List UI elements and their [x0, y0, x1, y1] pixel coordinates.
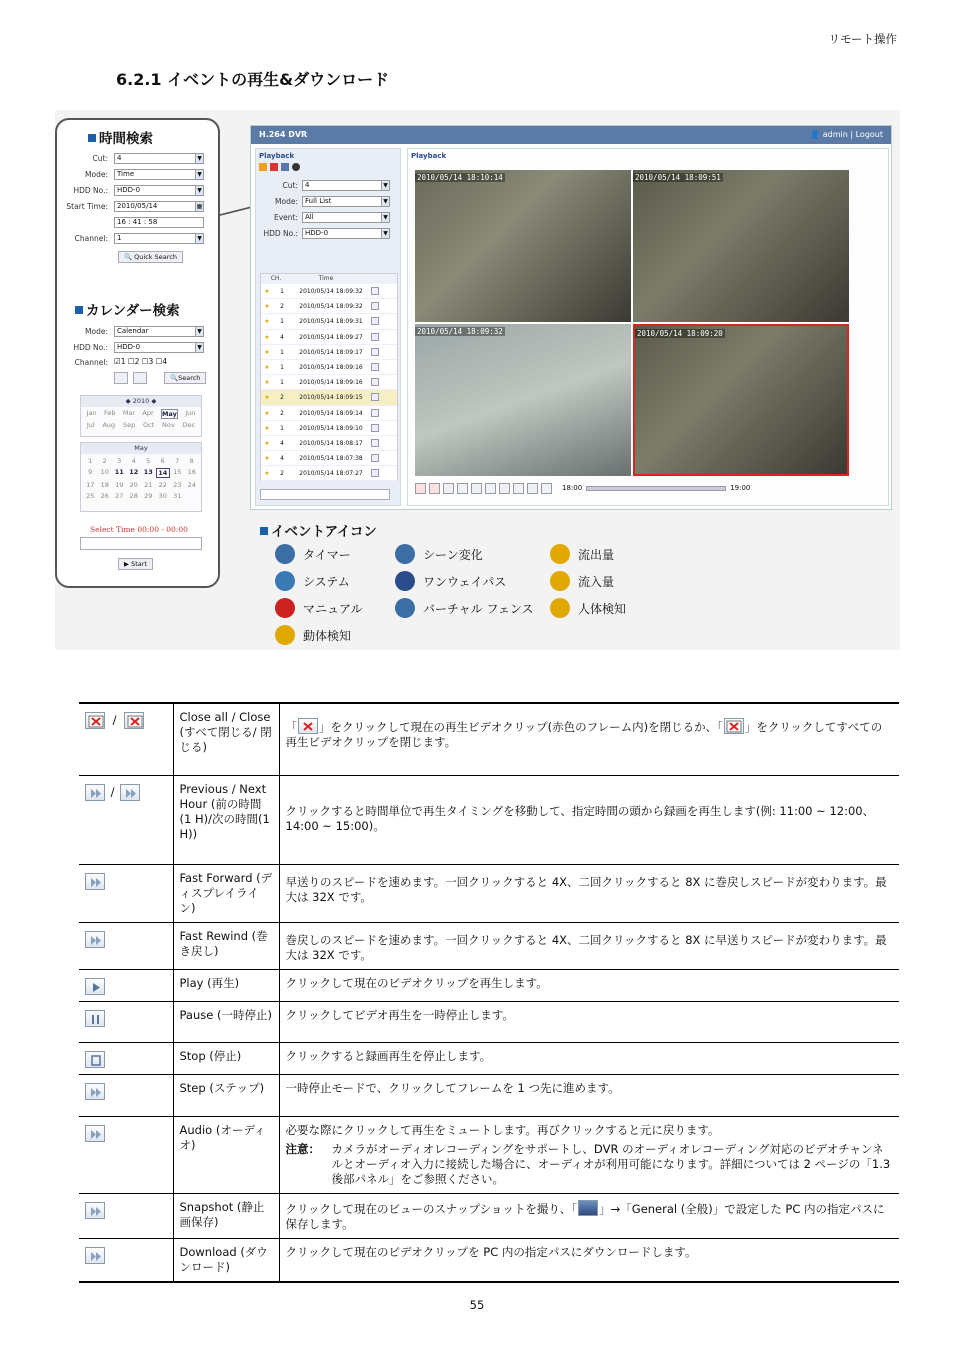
day-cell[interactable]: 3 — [117, 457, 122, 465]
table-row — [79, 969, 899, 1001]
logout-link[interactable]: Logout — [855, 130, 883, 139]
day-cell[interactable]: 7 — [175, 457, 180, 465]
event-type-icon — [550, 598, 570, 618]
dvr-field-label: HDD No.: — [263, 229, 298, 238]
event-legend-item: シーン変化 — [395, 544, 483, 564]
month-cell[interactable]: Jul — [86, 421, 95, 429]
event-legend-item: 流出量 — [550, 544, 614, 564]
event-list: CH. Time ★ 1 2010/05/14 18:09:32 ★ 2 2010/05/14 18:09:32 ★ 1 2010/05/14 18:09:31 ★ 4 2010/05/14 18:09:27 ★ 1 2010/05/14 18:09:17 ★ 1 2010/05/14 18:09:16 ★ 1 2010/05/14 18:09:16 ★ 2 2010/05/14 18:09:15 ★ 2 2010/05/14 18:09:14 ★ 1 2010/05/14 18:09:10 ★ 4 2010/05/14 18:08:17 ★ 4 2010/05/14 18:07:38 ★ 2 2010/05/14 18:07:27 — [260, 273, 398, 481]
playback-toolbar — [415, 480, 849, 496]
header-section-label: リモート操作 — [828, 32, 897, 46]
day-cell[interactable]: 20 — [129, 481, 138, 489]
event-type-icon: ★ — [264, 363, 270, 371]
event-type-icon: ★ — [264, 379, 270, 387]
row-play-icon[interactable] — [371, 378, 379, 386]
stop-icon — [85, 1051, 105, 1068]
control-description: 「 」をクリックして現在の再生ビデオクリップ(赤色のフレーム内)を閉じるか、「 」をクリックしてすべての再生ビデオクリップを閉じます。 — [279, 703, 899, 775]
next-hour-icon[interactable] — [513, 483, 524, 494]
month-cell[interactable]: Oct — [142, 421, 155, 429]
event-list-row[interactable]: ★ 1 2010/05/14 18:09:16 — [261, 360, 397, 375]
table-row — [79, 1116, 899, 1193]
play-icon — [85, 978, 105, 995]
event-type-icon: ★ — [264, 424, 270, 432]
fast-rewind-icon — [85, 931, 105, 948]
select-time-label: Select Time 00:00 - 00:00 — [90, 525, 188, 534]
step-icon — [85, 1083, 105, 1100]
time-search-title: 時間検索 — [88, 127, 153, 147]
download-icon — [85, 1247, 105, 1264]
hdd-select[interactable]: HDD-0 ▼ — [114, 185, 204, 196]
calendar-hdd-select[interactable]: HDD-0 ▼ — [114, 342, 204, 353]
control-name: Stop (停止) — [173, 1042, 279, 1074]
day-cell[interactable]: 4 — [131, 457, 136, 465]
table-row — [79, 1001, 899, 1042]
row-play-icon[interactable] — [371, 454, 379, 462]
day-cell[interactable]: 17 — [86, 481, 95, 489]
day-cell[interactable]: 22 — [158, 481, 167, 489]
video-channel-2[interactable]: 2010/05/14 18:09:51 — [633, 170, 849, 322]
dvr-field-select[interactable]: 4 ▼ — [302, 180, 390, 191]
page-number: 55 — [469, 1298, 485, 1312]
table-row — [79, 1042, 899, 1074]
event-icons-title: イベントアイコン — [260, 520, 377, 540]
event-list-row[interactable]: ★ 4 2010/05/14 18:08:17 — [261, 436, 397, 451]
day-cell[interactable]: 5 — [146, 457, 151, 465]
event-type-icon: ★ — [264, 409, 270, 417]
row-play-icon[interactable] — [371, 424, 379, 432]
day-cell[interactable]: 19 — [115, 481, 124, 489]
dvr-titlebar: H.264 DVR 👤 admin | Logout — [251, 126, 891, 144]
control-reference-table — [79, 702, 899, 1283]
day-cell[interactable]: 16 — [187, 468, 196, 476]
control-name: Audio (オーディオ) — [173, 1116, 279, 1193]
quick-search-button[interactable]: 🔍 Quick Search — [118, 251, 183, 263]
close-all-icon — [724, 718, 744, 734]
event-legend-item: タイマー — [275, 544, 351, 564]
day-cell[interactable]: 13 — [143, 468, 153, 476]
day-cell[interactable]: 8 — [189, 457, 194, 465]
event-list-row[interactable]: ★ 2 2010/05/14 18:09:32 — [261, 299, 397, 314]
section-title: 6.2.1 イベントの再生&ダウンロード — [116, 70, 390, 89]
month-cell[interactable]: Dec — [182, 421, 196, 429]
snapshot-icon — [85, 1202, 105, 1219]
control-description: クリックして現在のビデオクリップを PC 内の指定パスにダウンロードします。 — [279, 1238, 899, 1282]
dvr-field-label: Cut: — [282, 181, 298, 190]
pause-icon[interactable] — [485, 483, 496, 494]
table-row — [79, 1238, 899, 1282]
row-play-icon[interactable] — [371, 439, 379, 447]
event-type-icon: ★ — [264, 439, 270, 447]
mode-icon-3[interactable] — [281, 163, 289, 171]
control-description: クリックして現在のビューのスナップショットを撮り、「 」→「General (全般)」で設定した PC 内の指定パスに保存します。 — [279, 1193, 899, 1238]
day-cell[interactable]: 29 — [144, 492, 153, 500]
day-cell[interactable]: 1 — [88, 457, 93, 465]
month-cell[interactable]: Apr — [142, 409, 154, 417]
event-type-icon — [395, 571, 415, 591]
play-icon[interactable] — [471, 483, 482, 494]
time-range-slider[interactable] — [80, 537, 202, 550]
event-type-icon: ★ — [264, 470, 270, 478]
month-cell[interactable]: Nov — [162, 421, 175, 429]
day-calendar — [80, 442, 202, 512]
day-cell[interactable]: 26 — [100, 492, 109, 500]
fast-forward-icon[interactable] — [499, 483, 510, 494]
day-cell[interactable]: 24 — [187, 481, 196, 489]
event-legend-item: バーチャル フェンス — [395, 598, 534, 618]
event-list-row[interactable]: ★ 1 2010/05/14 18:09:17 — [261, 345, 397, 360]
dvr-field-select[interactable]: HDD-0 ▼ — [302, 228, 390, 239]
control-name: Download (ダウンロード) — [173, 1238, 279, 1282]
control-name: Fast Forward (ディスプレイライン) — [173, 864, 279, 922]
table-row — [79, 1074, 899, 1116]
clear-all-icon[interactable] — [133, 372, 147, 384]
list-search-input[interactable] — [260, 489, 390, 500]
start-date-input[interactable]: 2010/05/14 ▦ — [114, 201, 204, 212]
row-play-icon[interactable] — [371, 333, 379, 341]
day-cell[interactable]: 27 — [115, 492, 124, 500]
fast-forward-icon — [85, 873, 105, 890]
control-description: 巻戻しのスピードを速めます。一回クリックすると 4X、二回クリックすると 8X に早送りスピードが変わります。最大は 32X です。 — [279, 922, 899, 969]
close-icon[interactable] — [429, 483, 440, 494]
select-all-icon[interactable] — [114, 372, 128, 384]
event-legend-item: 人体検知 — [550, 598, 626, 618]
audio-icon — [85, 1125, 105, 1142]
month-title: May — [81, 443, 201, 454]
video-channel-3[interactable]: 2010/05/14 18:09:32 — [415, 324, 631, 476]
cut-select[interactable]: 4 ▼ — [114, 153, 204, 164]
day-cell[interactable]: 10 — [100, 468, 109, 476]
table-row: / Close all / Close (すべて閉じる/ 閉じる) 「 」をクリックして現在の再生ビデオクリップ(赤色のフレーム内)を閉じるか、「 」をクリックしてすべての再生ビデオクリップを閉じます。 — [79, 703, 899, 775]
table-row — [79, 922, 899, 969]
control-description: 一時停止モードで、クリックしてフレームを 1 つ先に進めます。 — [279, 1074, 899, 1116]
row-play-icon[interactable] — [371, 409, 379, 417]
event-type-icon — [275, 598, 295, 618]
event-list-row[interactable]: ★ 4 2010/05/14 18:09:27 — [261, 330, 397, 345]
month-cell[interactable]: Mar — [122, 409, 136, 417]
day-cell[interactable]: 2 — [102, 457, 107, 465]
month-cell[interactable]: Jan — [86, 409, 97, 417]
dvr-field-label: Event: — [273, 213, 298, 222]
event-type-icon — [550, 571, 570, 591]
event-type-icon — [275, 625, 295, 645]
day-cell[interactable]: 25 — [86, 492, 95, 500]
event-type-icon — [275, 571, 295, 591]
month-cell[interactable]: Feb — [104, 409, 116, 417]
video-channel-1[interactable]: 2010/05/14 18:10:14 — [415, 170, 631, 322]
dvr-left-panel — [255, 148, 401, 506]
table-row — [79, 1193, 899, 1238]
row-play-icon[interactable] — [371, 393, 379, 401]
control-description: クリックして現在のビデオクリップを再生します。 — [279, 969, 899, 1001]
event-type-icon: ★ — [264, 303, 270, 311]
row-play-icon[interactable] — [371, 317, 379, 325]
close-all-icon — [85, 712, 105, 729]
control-name: Pause (一時停止) — [173, 1001, 279, 1042]
control-name: Step (ステップ) — [173, 1074, 279, 1116]
event-legend-item: システム — [275, 571, 350, 591]
dvr-window — [250, 125, 892, 510]
event-list-row[interactable]: ★ 1 2010/05/14 18:09:31 — [261, 314, 397, 329]
event-list-row[interactable]: ★ 2 2010/05/14 18:09:15 — [261, 390, 397, 405]
dvr-field-label: Mode: — [275, 197, 298, 206]
time-search-form: Cut: 4 ▼ Mode: Time ▼ HDD No.: HDD-0 ▼ Start Time: 2010/05/14 ▦ 16 : 41 : 58 Channel: 1 ▼ 🔍 Quick Search — [66, 154, 203, 261]
day-cell[interactable]: 30 — [158, 492, 167, 500]
month-cell[interactable]: Jun — [185, 409, 196, 417]
event-type-icon: ★ — [264, 348, 270, 356]
event-type-icon — [395, 598, 415, 618]
event-legend-item: ワンウェイパス — [395, 571, 506, 591]
row-play-icon[interactable] — [371, 302, 379, 310]
control-description: クリックすると録画再生を停止します。 — [279, 1042, 899, 1074]
event-list-row[interactable]: ★ 1 2010/05/14 18:09:16 — [261, 375, 397, 390]
timeline-start: 18:00 — [562, 484, 583, 492]
day-cell[interactable]: 21 — [144, 481, 153, 489]
timeline-slider[interactable] — [586, 486, 726, 491]
calendar-search-form: Mode: Calendar ▼ HDD No.: HDD-0 ▼ Channel: ☑1 ☐2 ☐3 ☐4 🔍Search — [58, 325, 208, 387]
close-all-icon[interactable] — [415, 483, 426, 494]
channel-select[interactable]: 1 ▼ — [114, 233, 204, 244]
event-type-icon: ★ — [264, 318, 270, 326]
row-play-icon[interactable] — [371, 469, 379, 477]
close-icon — [298, 718, 318, 734]
close-icon — [124, 712, 144, 729]
mode-select[interactable]: Time ▼ — [114, 169, 204, 180]
event-list-row[interactable]: ★ 2 2010/05/14 18:09:14 — [261, 406, 397, 421]
stop-icon[interactable] — [527, 483, 538, 494]
control-name: Fast Rewind (巻き戻し) — [173, 922, 279, 969]
control-description: 早送りのスピードを速めます。一回クリックすると 4X、二回クリックすると 8X に巻戻しスピードが変わります。最大は 32X です。 — [279, 864, 899, 922]
next-hour-icon — [120, 784, 140, 801]
event-legend-item: マニュアル — [275, 598, 363, 618]
day-cell[interactable]: 12 — [129, 468, 139, 476]
calendar-search-title: カレンダー検索 — [75, 299, 180, 319]
mode-icon-1[interactable] — [259, 163, 267, 171]
control-description: 必要な際にクリックして再生をミュートします。再びクリックすると元に戻ります。 注意： カメラがオーディオレコーディングをサポートし、DVR のオーディオレコーディング対応のビデオチャンネルとオーディオ入力に接続した場合に、オーディオが利用可能になります。詳細については 2 ページの「1.3 後部パネル」をご参照ください。 — [279, 1116, 899, 1193]
user-name: admin — [822, 130, 848, 139]
right-panel-tab: Playback — [411, 152, 447, 160]
day-cell[interactable]: 9 — [88, 468, 93, 476]
day-cell[interactable]: 28 — [129, 492, 138, 500]
start-time-input[interactable]: 16 : 41 : 58 — [114, 217, 204, 228]
event-type-icon — [550, 544, 570, 564]
event-type-icon — [275, 544, 295, 564]
event-list-row[interactable]: ★ 4 2010/05/14 18:07:38 — [261, 451, 397, 466]
prev-hour-icon — [85, 784, 105, 801]
left-panel-tab: Playback — [259, 152, 295, 160]
calendar-mode-select[interactable]: Calendar ▼ — [114, 326, 204, 337]
table-row: / Previous / Next Hour (前の時間(1 H)/次の時間(1 H)) クリックすると時間単位で再生タイミングを移動して、指定時間の頭から録画を再生します(例: 11:00 ~ 12:00、14:00 ~ 15:00)。 — [79, 775, 899, 864]
mode-icon-4[interactable] — [292, 163, 300, 171]
start-button[interactable]: ▶ Start — [118, 558, 153, 570]
dvr-field-select[interactable]: All ▼ — [302, 212, 390, 223]
calendar-search-button[interactable]: 🔍Search — [164, 372, 206, 384]
month-cell[interactable]: May — [161, 410, 177, 418]
event-icons-legend — [275, 544, 655, 654]
event-type-icon: ★ — [264, 455, 270, 463]
year-label: ◆ 2010 ◆ — [81, 396, 201, 407]
day-cell[interactable]: 18 — [100, 481, 109, 489]
control-name: Play (再生) — [173, 969, 279, 1001]
day-cell[interactable]: 6 — [160, 457, 165, 465]
dvr-field-select[interactable]: Full List ▼ — [302, 196, 390, 207]
day-cell[interactable]: 23 — [173, 481, 182, 489]
event-list-row[interactable]: ★ 2 2010/05/14 18:07:27 — [261, 466, 397, 481]
table-row — [79, 864, 899, 922]
day-cell[interactable]: 11 — [114, 468, 124, 476]
event-list-row[interactable]: ★ 1 2010/05/14 18:09:32 — [261, 284, 397, 299]
step-icon[interactable] — [541, 483, 552, 494]
event-list-row[interactable]: ★ 1 2010/05/14 18:09:10 — [261, 421, 397, 436]
day-cell[interactable]: 31 — [173, 492, 182, 500]
mode-icon-2[interactable] — [270, 163, 278, 171]
day-cell[interactable]: 15 — [173, 468, 182, 476]
control-name: Previous / Next Hour (前の時間(1 H)/次の時間(1 H)) — [173, 775, 279, 864]
event-type-icon: ★ — [264, 333, 270, 341]
control-name: Close all / Close (すべて閉じる/ 閉じる) — [173, 703, 279, 775]
event-type-icon: ★ — [264, 288, 270, 295]
channel-checkboxes[interactable]: ☑1 ☐2 ☐3 ☐4 — [114, 357, 168, 366]
prev-hour-icon[interactable] — [443, 483, 454, 494]
pause-icon — [85, 1010, 105, 1027]
row-play-icon[interactable] — [371, 348, 379, 356]
row-play-icon[interactable] — [371, 363, 379, 371]
month-cell[interactable]: Sep — [122, 421, 136, 429]
event-legend-item: 動体検知 — [275, 625, 351, 645]
video-channel-4-selected[interactable]: 2010/05/14 18:09:20 — [633, 324, 849, 476]
month-picker — [80, 395, 202, 437]
event-legend-item: 流入量 — [550, 571, 614, 591]
settings-config-icon — [578, 1200, 598, 1216]
control-description: クリックすると時間単位で再生タイミングを移動して、指定時間の頭から録画を再生します(例: 11:00 ~ 12:00、14:00 ~ 15:00)。 — [279, 775, 899, 864]
row-play-icon[interactable] — [371, 287, 379, 295]
event-type-icon — [395, 544, 415, 564]
event-type-icon: ★ — [264, 394, 270, 402]
control-description: クリックしてビデオ再生を一時停止します。 — [279, 1001, 899, 1042]
fast-rewind-icon[interactable] — [457, 483, 468, 494]
day-cell[interactable]: 14 — [156, 468, 171, 478]
control-name: Snapshot (静止画保存) — [173, 1193, 279, 1238]
month-cell[interactable]: Aug — [102, 421, 116, 429]
timeline-end: 19:00 — [730, 484, 751, 492]
